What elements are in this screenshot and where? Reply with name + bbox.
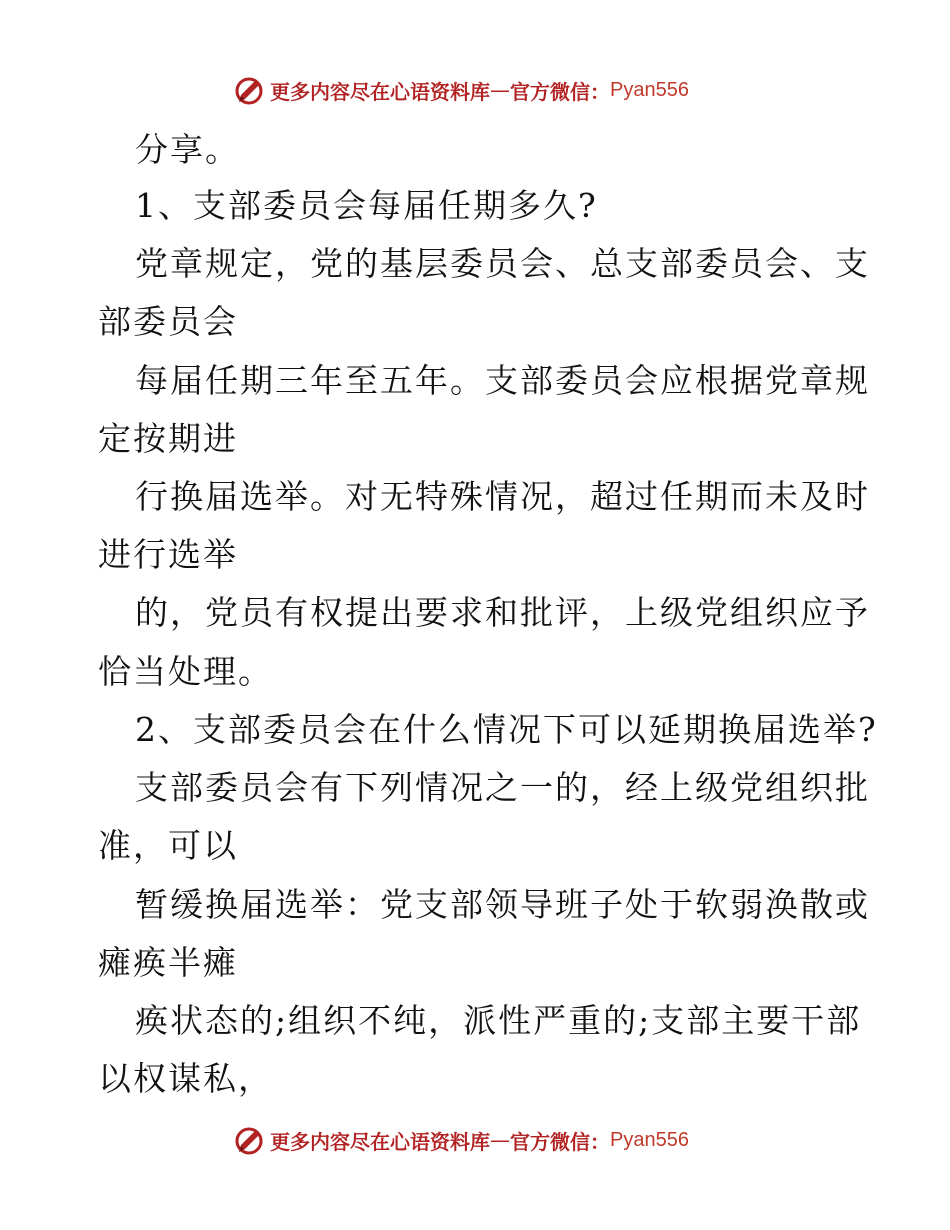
text-line: 进行选举 xyxy=(98,535,238,574)
text-line: 的，党员有权提出要求和批评，上级党组织应予 xyxy=(135,593,870,632)
banner-wechat-id: Pyan556 xyxy=(610,1128,689,1151)
banner-site-text: 更多内容尽在心语资料库 xyxy=(270,79,490,104)
banner-separator: — xyxy=(490,1128,510,1152)
text-line: 支部委员会有下列情况之一的，经上级党组织批 xyxy=(135,768,870,807)
text-line: 以权谋私， xyxy=(98,1059,273,1098)
text-line: 瘫痪半瘫 xyxy=(98,943,238,982)
text-line: 暂缓换届选举：党支部领导班子处于软弱涣散或 xyxy=(135,885,870,924)
text-line: 党章规定，党的基层委员会、总支部委员会、支 xyxy=(135,244,870,283)
header-banner xyxy=(232,72,689,108)
text-line: 痪状态的;组织不纯，派性严重的;支部主要干部 xyxy=(135,1001,862,1040)
question-heading: 1、支部委员会每届任期多久? xyxy=(135,186,598,225)
footer-banner xyxy=(232,1122,689,1158)
text-line: 部委员会 xyxy=(98,302,238,341)
text-line: 定按期进 xyxy=(98,419,238,458)
text-line: 行换届选举。对无特殊情况，超过任期而未及时 xyxy=(135,477,870,516)
red-pen-circle-logo-icon xyxy=(232,73,266,107)
text-line: 恰当处理。 xyxy=(98,652,273,691)
banner-separator: — xyxy=(490,78,510,102)
question-heading: 2、支部委员会在什么情况下可以延期换届选举? xyxy=(135,710,878,749)
text-line: 每届任期三年至五年。支部委员会应根据党章规 xyxy=(135,361,870,400)
banner-official-text: 官方微信： xyxy=(510,1129,610,1154)
banner-official-text: 官方微信： xyxy=(510,79,610,104)
banner-wechat-id: Pyan556 xyxy=(610,78,689,101)
text-line: 准，可以 xyxy=(98,826,238,865)
banner-site-text: 更多内容尽在心语资料库 xyxy=(270,1129,490,1154)
red-pen-circle-logo-icon xyxy=(232,1123,266,1157)
text-line: 分享。 xyxy=(135,130,240,169)
